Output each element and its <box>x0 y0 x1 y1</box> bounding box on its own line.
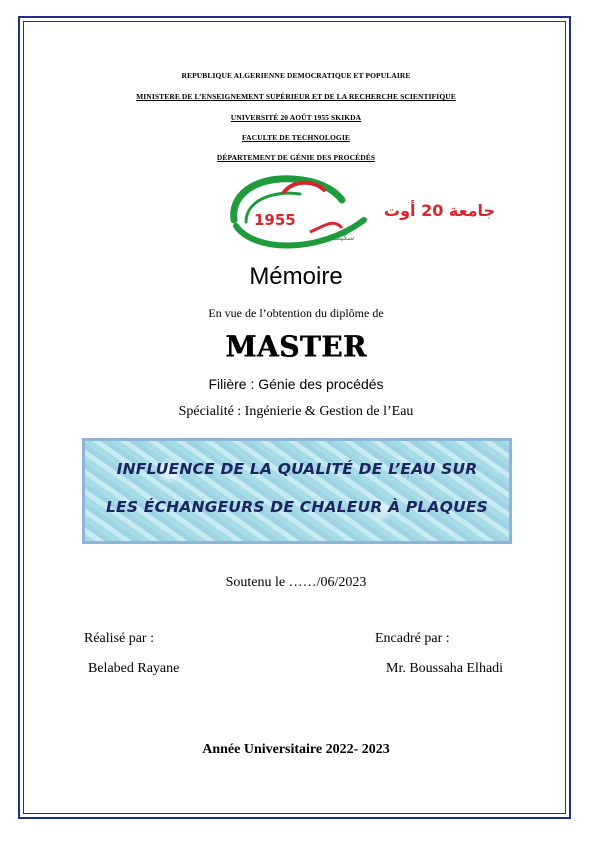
defense-date: Soutenu le ……/06/2023 <box>225 575 367 590</box>
header-department: DÉPARTEMENT DE GÉNIE DES PROCÉDÉS <box>216 153 376 162</box>
obtention-text: En vue de l’obtention du diplôme de <box>208 306 384 320</box>
university-logo <box>224 170 496 252</box>
document-type: Mémoire <box>249 263 343 290</box>
logo-arabic-city: سكيكدة <box>328 233 355 242</box>
thesis-title-line1: INFLUENCE DE LA QUALITÉ DE L’EAU SUR <box>116 460 478 478</box>
academic-year: Année Universitaire 2022- 2023 <box>202 742 390 757</box>
thesis-title-line2: LES ÉCHANGEURS DE CHALEUR À PLAQUES <box>105 498 489 516</box>
logo-arabic-name: جامعة 20 أوت <box>384 201 496 220</box>
header-university: UNIVERSITÉ 20 AOÛT 1955 SKIKDA <box>230 113 362 122</box>
header-ministry: MINISTERE DE L’ENSEIGNEMENT SUPÉRIEUR ET DE LA RECHERCHE SCIENTIFIQUE <box>136 92 456 101</box>
encadre-label: Encadré par : <box>375 631 450 646</box>
student-name: Belabed Rayane <box>88 661 180 676</box>
filiere-text: Filière : Génie des procédés <box>208 376 384 392</box>
specialite-text: Spécialité : Ingénierie & Gestion de l’Eau <box>178 404 414 419</box>
header-republic: REPUBLIQUE ALGERIENNE DEMOCRATIQUE ET POPULAIRE <box>181 71 411 80</box>
supervisor-name: Mr. Boussaha Elhadi <box>386 661 504 676</box>
realise-label: Réalisé par : <box>84 631 154 646</box>
header-faculty: FACULTE DE TECHNOLOGIE <box>242 133 350 142</box>
degree-title: MASTER <box>225 329 367 364</box>
thesis-title-banner <box>82 438 512 544</box>
logo-year: 1955 <box>254 211 296 229</box>
